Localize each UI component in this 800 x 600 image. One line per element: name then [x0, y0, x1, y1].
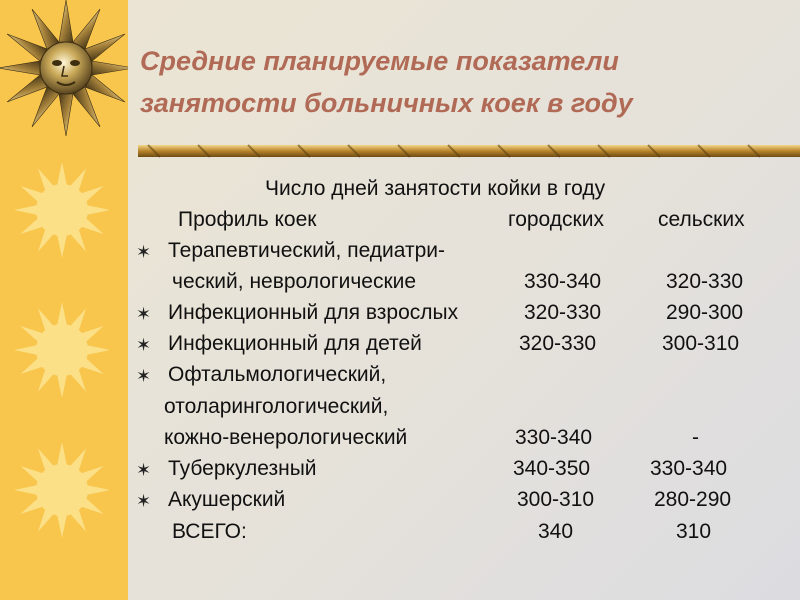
column-header-rural: сельских	[658, 208, 745, 231]
column-header-profile: Профиль коек	[178, 208, 317, 231]
row-obstetric-rural: 280-290	[654, 488, 732, 511]
bullet-star-icon: ✶	[136, 460, 152, 480]
row-infectious-adults-label: Инфекционный для взрослых	[168, 301, 459, 324]
row-tuberculosis-rural: 330-340	[650, 457, 728, 480]
bullet-star-icon: ✶	[136, 491, 152, 511]
total-urban: 340	[538, 520, 574, 543]
total-label: ВСЕГО:	[172, 520, 247, 543]
row-obstetric-label: Акушерский	[168, 488, 286, 511]
title-line-2: занятости больничных коек в году	[140, 88, 633, 118]
row-ophthalmology-rural: -	[692, 426, 699, 449]
bullet-star-icon: ✶	[136, 335, 152, 355]
row-ophthalmology-label-line3: кожно-венерологический	[164, 426, 408, 449]
bullet-star-icon: ✶	[136, 304, 152, 324]
row-ophthalmology-urban: 330-340	[515, 426, 593, 449]
row-therapeutic-label-line1: Терапевтический, педиатри-	[168, 239, 446, 262]
row-infectious-adults-rural: 290-300	[666, 301, 744, 324]
row-ophthalmology-label-line1: Офтальмологический,	[168, 363, 387, 386]
row-infectious-children-urban: 320-330	[519, 332, 597, 355]
table-heading: Число дней занятости койки в году	[265, 177, 606, 200]
title-line-1: Средние планируемые показатели	[140, 46, 619, 76]
row-tuberculosis-label: Туберкулезный	[168, 457, 317, 480]
row-infectious-children-label: Инфекционный для детей	[168, 332, 422, 355]
row-ophthalmology-label-line2: отоларингологический,	[164, 395, 389, 418]
row-therapeutic-label-line2: ческий, неврологические	[172, 270, 417, 293]
row-therapeutic-urban: 330-340	[524, 270, 602, 293]
row-infectious-children-rural: 300-310	[662, 332, 740, 355]
bullet-star-icon: ✶	[136, 242, 152, 262]
row-therapeutic-rural: 320-330	[666, 270, 744, 293]
row-tuberculosis-urban: 340-350	[513, 457, 591, 480]
row-obstetric-urban: 300-310	[517, 488, 595, 511]
bullet-star-icon: ✶	[136, 366, 152, 386]
total-rural: 310	[676, 520, 712, 543]
row-infectious-adults-urban: 320-330	[524, 301, 602, 324]
column-header-urban: городских	[508, 208, 604, 231]
